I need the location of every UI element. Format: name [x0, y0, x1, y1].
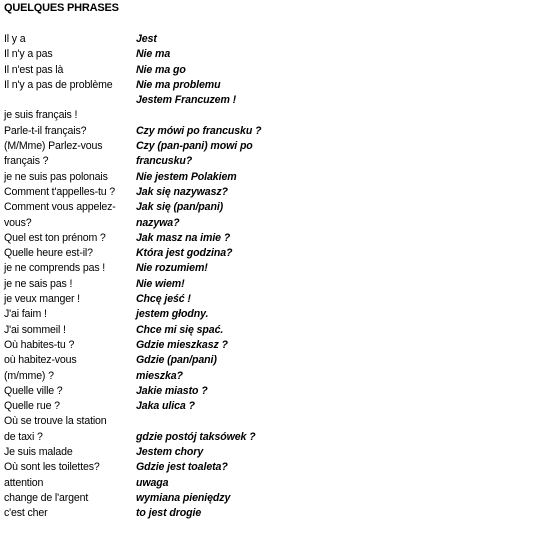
french-phrase: J'ai sommeil !: [4, 323, 66, 336]
french-phrase: je veux manger !: [4, 293, 80, 306]
phrase-row: [0, 476, 540, 491]
polish-translation: Jestem Francuzem !: [136, 94, 237, 107]
polish-translation: Nie jestem Polakiem: [136, 170, 237, 183]
phrase-row: [0, 216, 540, 231]
polish-translation: gdzie postój taksówek ?: [136, 430, 256, 443]
french-phrase: Où habites-tu ?: [4, 338, 75, 351]
polish-translation: jestem głodny.: [136, 308, 209, 321]
phrase-row: [0, 307, 540, 322]
phrase-row: [0, 231, 540, 246]
phrase-row: [0, 430, 540, 445]
polish-translation: Czy (pan-pani) mowi po: [136, 140, 253, 153]
polish-translation: Czy mówi po francusku ?: [136, 124, 262, 137]
phrase-row: [0, 200, 540, 215]
french-phrase: Je suis malade: [4, 446, 73, 459]
phrase-row: [0, 185, 540, 200]
polish-translation: Jakie miasto ?: [136, 384, 208, 397]
french-phrase: Quelle ville ?: [4, 384, 63, 397]
phrase-row: [0, 32, 540, 47]
phrase-row: [0, 139, 540, 154]
polish-translation: Jaka ulica ?: [136, 400, 195, 413]
phrase-row: [0, 460, 540, 475]
french-phrase: Il n'est pas là: [4, 63, 64, 76]
phrase-row: [0, 384, 540, 399]
phrase-row: [0, 506, 540, 521]
french-phrase: (M/Mme) Parlez-vous: [4, 140, 103, 153]
polish-translation: nazywa?: [136, 216, 180, 229]
polish-translation: wymiana pieniędzy: [136, 491, 231, 504]
phrase-row: [0, 108, 540, 123]
polish-translation: Chce mi się spać.: [136, 323, 224, 336]
french-phrase: Parle-t-il français?: [4, 124, 87, 137]
polish-translation: Nie ma problemu: [136, 78, 221, 91]
french-phrase: Où sont les toilettes?: [4, 461, 100, 474]
french-phrase: J'ai faim !: [4, 308, 47, 321]
phrase-list: [0, 32, 540, 522]
french-phrase: Quel est ton prénom ?: [4, 231, 106, 244]
polish-translation: Gdzie mieszkasz ?: [136, 338, 228, 351]
french-phrase: Quelle heure est-il?: [4, 247, 93, 260]
phrase-row: [0, 63, 540, 78]
polish-translation: uwaga: [136, 476, 169, 489]
polish-translation: Która jest godzina?: [136, 247, 233, 260]
phrase-row: [0, 399, 540, 414]
polish-translation: Jak masz na imie ?: [136, 231, 231, 244]
phrase-row: [0, 491, 540, 506]
polish-translation: to jest drogie: [136, 507, 202, 520]
page-title: QUELQUES PHRASES: [4, 2, 119, 14]
phrase-row: [0, 323, 540, 338]
phrase-row: [0, 445, 540, 460]
polish-translation: Jestem chory: [136, 446, 204, 459]
phrase-row: [0, 170, 540, 185]
french-phrase: change de l'argent: [4, 491, 89, 504]
french-phrase: Quelle rue ?: [4, 400, 60, 413]
french-phrase: je ne comprends pas !: [4, 262, 106, 275]
polish-translation: Jest: [136, 33, 157, 45]
polish-translation: Nie wiem!: [136, 277, 185, 290]
polish-translation: Gdzie (pan/pani): [136, 354, 217, 367]
phrase-row: [0, 369, 540, 384]
french-phrase: Comment t'appelles-tu ?: [4, 185, 116, 198]
polish-translation: Nie ma go: [136, 63, 186, 76]
french-phrase: Où se trouve la station: [4, 415, 107, 428]
phrase-row: [0, 47, 540, 62]
french-phrase: Comment vous appelez-: [4, 201, 116, 214]
french-phrase: c'est cher: [4, 507, 48, 520]
polish-translation: Nie ma: [136, 48, 171, 61]
french-phrase: (m/mme) ?: [4, 369, 54, 382]
french-phrase: je ne sais pas !: [4, 277, 73, 290]
phrase-row: [0, 277, 540, 292]
phrase-row: [0, 78, 540, 93]
polish-translation: Jak się (pan/pani): [136, 201, 224, 214]
polish-translation: francusku?: [136, 155, 193, 168]
french-phrase: où habitez-vous: [4, 354, 77, 367]
phrase-row: [0, 93, 540, 108]
french-phrase: Il n'y a pas de problème: [4, 78, 113, 91]
polish-translation: Nie rozumiem!: [136, 262, 208, 275]
polish-translation: mieszka?: [136, 369, 183, 382]
french-phrase: Il y a: [4, 33, 26, 45]
polish-translation: Chcę jeść !: [136, 293, 191, 306]
phrase-row: [0, 261, 540, 276]
phrase-row: [0, 292, 540, 307]
phrase-row: [0, 246, 540, 261]
french-phrase: vous?: [4, 216, 32, 229]
phrase-row: [0, 154, 540, 169]
phrase-row: [0, 414, 540, 429]
polish-translation: Gdzie jest toaleta?: [136, 461, 228, 474]
french-phrase: je ne suis pas polonais: [4, 170, 108, 183]
french-phrase: Il n'y a pas: [4, 48, 53, 61]
french-phrase: attention: [4, 476, 44, 489]
phrase-row: [0, 353, 540, 368]
phrase-row: [0, 338, 540, 353]
polish-translation: Jak się nazywasz?: [136, 185, 228, 198]
french-phrase: je suis français !: [4, 109, 78, 122]
french-phrase: français ?: [4, 155, 49, 168]
french-phrase: de taxi ?: [4, 430, 43, 443]
phrase-row: [0, 124, 540, 139]
